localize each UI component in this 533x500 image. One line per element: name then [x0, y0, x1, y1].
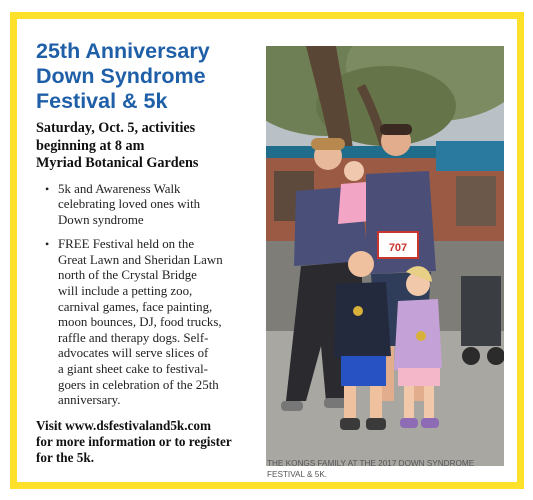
bullet-icon: • — [45, 181, 50, 196]
caption-line: FESTIVAL & 5K. — [267, 469, 328, 479]
caption-line: THE KONGS FAMILY AT THE 2017 DOWN SYNDROME — [267, 459, 475, 468]
list-line: anniversary. — [58, 393, 121, 408]
list-line: Down syndrome — [58, 212, 144, 227]
title-line: Festival & 5k — [36, 89, 168, 113]
list-line: 5k and Awareness Walk — [58, 181, 181, 196]
call-to-action — [36, 418, 261, 467]
list-item-5k — [45, 181, 261, 229]
title-line: Down Syndrome — [36, 64, 206, 88]
list-line: Great Lawn and Sheridan Lawn — [58, 252, 223, 267]
list-line: moon bounces, DJ, food trucks, — [58, 315, 222, 330]
list-line: goers in celebration of the 25th — [58, 377, 219, 392]
cta-line: for more information or to register — [36, 434, 232, 450]
bullet-icon: • — [45, 237, 50, 252]
list-line: north of the Crystal Bridge — [58, 268, 197, 283]
event-date-location — [36, 120, 261, 173]
article-title — [36, 39, 261, 114]
list-line: FREE Festival held on the — [58, 237, 195, 252]
article-text — [36, 39, 261, 467]
list-item-festival — [45, 237, 261, 409]
location-line: Myriad Botanical Gardens — [36, 155, 199, 171]
race-bib-number: 707 — [388, 242, 408, 254]
cta-line: for the 5k. — [36, 450, 94, 466]
list-line: carnival games, face painting, — [58, 299, 213, 314]
list-line: will include a petting zoo, — [58, 284, 193, 299]
cta-line: Visit www.dsfestivaland5k.com — [36, 417, 211, 433]
list-line: a giant sheet cake to festival- — [58, 362, 208, 377]
photo-caption — [267, 459, 505, 480]
activity-list — [36, 182, 261, 409]
date-line: Saturday, Oct. 5, activities — [36, 120, 196, 136]
article-frame — [10, 12, 524, 489]
list-line: raffle and therapy dogs. Self- — [58, 330, 209, 345]
date-line: beginning at 8 am — [36, 137, 145, 154]
title-line: 25th Anniversary — [36, 39, 210, 63]
family-photo — [266, 46, 504, 466]
list-line: advocates will serve slices of — [58, 346, 209, 361]
family-photo-illustration — [266, 46, 504, 466]
list-line: celebrating loved ones with — [58, 197, 201, 212]
